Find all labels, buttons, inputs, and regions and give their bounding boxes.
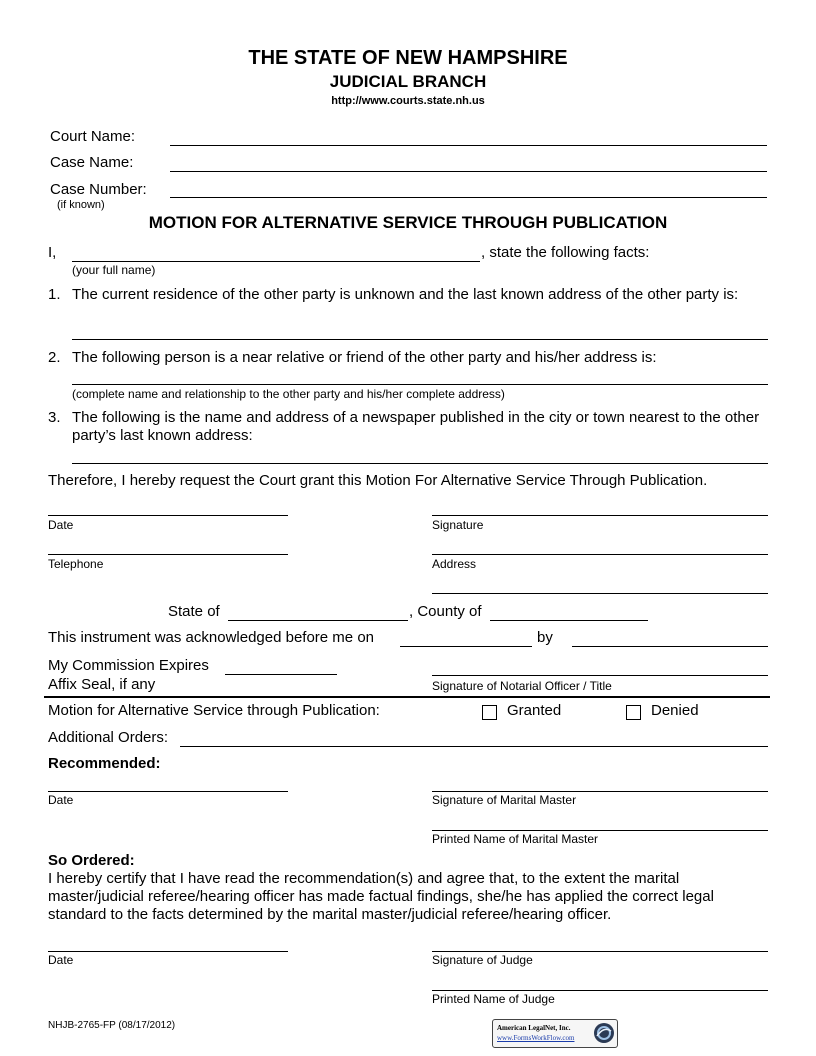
acknowledged-by-field[interactable] <box>572 646 768 647</box>
court-name-field[interactable] <box>170 145 767 146</box>
additional-orders-label: Additional Orders: <box>48 729 169 746</box>
commission-field[interactable] <box>225 674 337 675</box>
if-known-hint: (if known) <box>57 199 105 211</box>
granted-checkbox[interactable] <box>482 705 497 720</box>
marital-master-name-label: Printed Name of Marital Master <box>432 832 599 846</box>
item-2-field[interactable] <box>72 384 768 385</box>
logo-url[interactable]: www.FormsWorkFlow.com <box>497 1034 575 1042</box>
judge-name-field[interactable] <box>432 990 768 991</box>
judge-signature-field[interactable] <box>432 951 768 952</box>
full-name-hint: (your full name) <box>72 263 156 277</box>
judge-name-label: Printed Name of Judge <box>432 992 555 1006</box>
county-of-label: , County of <box>409 603 482 620</box>
case-name-label: Case Name: <box>50 154 134 171</box>
judge-signature-label: Signature of Judge <box>432 953 533 967</box>
header-state: THE STATE OF NEW HAMPSHIRE <box>248 47 568 69</box>
item-1-text: The current residence of the other party is unknown and the last known address of the other party is: <box>72 286 739 303</box>
recommended-date-field[interactable] <box>48 791 288 792</box>
acknowledged-label: This instrument was acknowledged before me on <box>48 629 375 646</box>
affix-seal-label: Affix Seal, if any <box>48 676 156 693</box>
certify-text: I hereby certify that I have read the recommendation(s) and agree that, to the extent the marital master/judicial referee/hearing officer has made factual findings, she/he has applied the correct legal standard to the facts determined by the marital master/judicial referee/hearing officer. <box>48 870 714 923</box>
marital-master-signature-field[interactable] <box>432 791 768 792</box>
telephone-label: Telephone <box>48 557 104 571</box>
case-name-field[interactable] <box>170 171 767 172</box>
address-label: Address <box>432 557 477 571</box>
recommended-label: Recommended: <box>48 755 161 772</box>
so-ordered-label: So Ordered: <box>48 852 135 869</box>
marital-master-name-field[interactable] <box>432 830 768 831</box>
by-label: by <box>537 629 553 646</box>
item-3-number: 3. <box>48 409 61 426</box>
item-3-text: The following is the name and address of a newspaper published in the city or town nearest to the other party’s last known address: <box>72 409 760 444</box>
county-of-field[interactable] <box>490 620 648 621</box>
judge-date-field[interactable] <box>48 951 288 952</box>
request-text: Therefore, I hereby request the Court grant this Motion For Alternative Service Through Publication. <box>48 472 708 489</box>
state-of-field[interactable] <box>228 620 408 621</box>
additional-orders-field[interactable] <box>180 746 768 747</box>
notary-signature-label: Signature of Notarial Officer / Title <box>432 679 612 693</box>
form-title: MOTION FOR ALTERNATIVE SERVICE THROUGH PUBLICATION <box>148 213 668 232</box>
full-name-field[interactable] <box>72 261 480 262</box>
address-field-2[interactable] <box>432 593 768 594</box>
item-3-field[interactable] <box>72 463 768 464</box>
item-2-text: The following person is a near relative or friend of the other party and his/her address is: <box>72 349 657 366</box>
section-divider <box>44 696 770 698</box>
logo-company: American LegalNet, Inc. <box>497 1024 571 1032</box>
item-2-hint: (complete name and relationship to the other party and his/her complete address) <box>72 387 505 401</box>
intro-i: I, <box>48 244 57 261</box>
recommended-date-label: Date <box>48 793 74 807</box>
intro-state-facts: , state the following facts: <box>481 244 650 261</box>
motion-label: Motion for Alternative Service through Publication: <box>48 702 380 719</box>
state-of-label: State of <box>168 603 220 620</box>
court-name-label: Court Name: <box>50 128 136 145</box>
denied-checkbox[interactable] <box>626 705 641 720</box>
item-1-number: 1. <box>48 286 61 303</box>
signature-field[interactable] <box>432 515 768 516</box>
telephone-field[interactable] <box>48 554 288 555</box>
notary-signature-field[interactable] <box>432 675 768 676</box>
form-id: NHJB-2765-FP (08/17/2012) <box>48 1020 176 1031</box>
case-number-label: Case Number: <box>50 181 147 198</box>
denied-label: Denied <box>651 702 699 719</box>
date-label: Date <box>48 518 74 532</box>
marital-master-signature-label: Signature of Marital Master <box>432 793 577 807</box>
date-field[interactable] <box>48 515 288 516</box>
legalnet-logo <box>492 1019 618 1048</box>
signature-label: Signature <box>432 518 484 532</box>
item-1-field[interactable] <box>72 339 768 340</box>
header-url[interactable]: http://www.courts.state.nh.us <box>331 95 485 107</box>
acknowledged-date-field[interactable] <box>400 646 532 647</box>
commission-label: My Commission Expires <box>48 657 209 674</box>
case-number-field[interactable] <box>170 197 767 198</box>
granted-label: Granted <box>507 702 562 719</box>
judge-date-label: Date <box>48 953 74 967</box>
item-2-number: 2. <box>48 349 61 366</box>
header-branch: JUDICIAL BRANCH <box>329 72 487 91</box>
globe-icon <box>593 1022 615 1044</box>
address-field[interactable] <box>432 554 768 555</box>
